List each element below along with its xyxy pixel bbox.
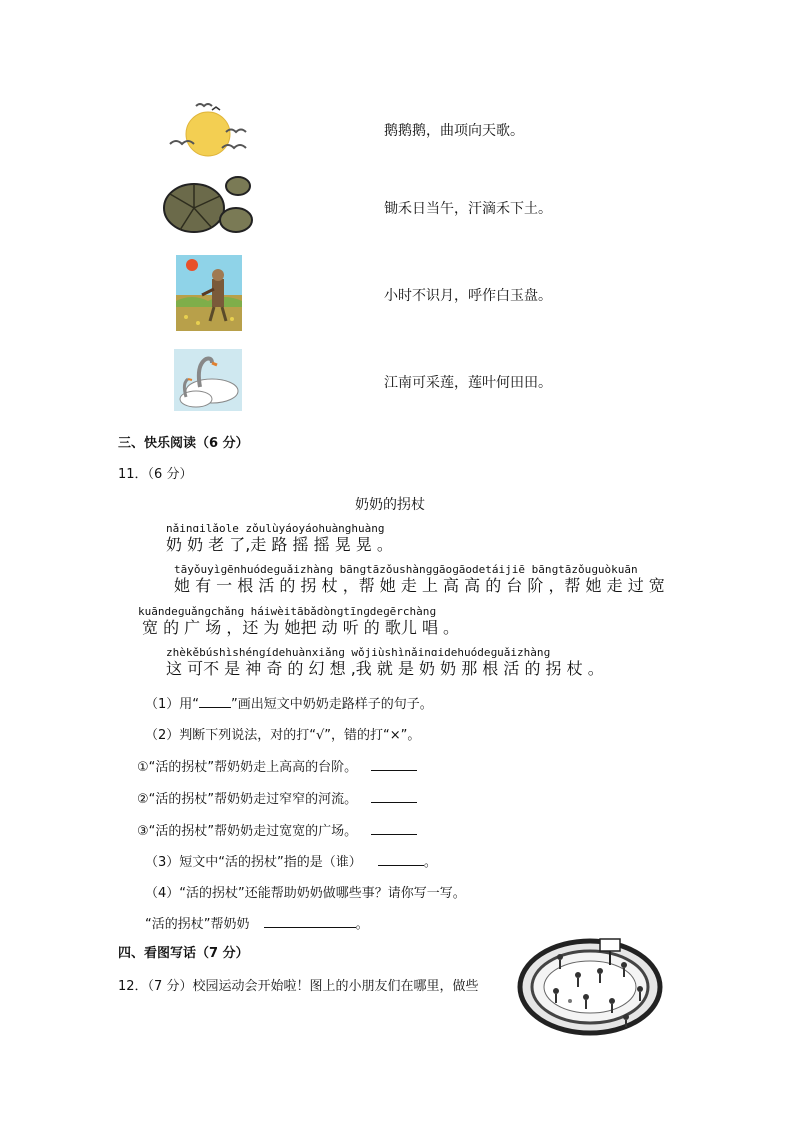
judgement-2-blank[interactable] <box>371 790 417 803</box>
passage-line-4: 这 可不 是 神 奇 的 幻 想 ,我 就 是 奶 奶 那 根 活 的 拐 杖 。 <box>166 659 604 678</box>
sub-question-4-answer-suffix: 。 <box>355 917 369 932</box>
moon-clouds-image <box>168 98 248 160</box>
sub-question-4-answer-prefix: “活的拐杖”帮奶奶 <box>145 917 250 932</box>
pinyin-line-4: zhèkěbúshìshénɡídehuànxiǎnɡ wǒjiùshìnǎinɑidehuódeɡuǎizhànɡ <box>166 646 551 659</box>
pinyin-line-1: nǎinɑilǎole zǒulùyáoyáohuànghuàng <box>166 522 385 535</box>
section-3-heading: 三、快乐阅读（6 分） <box>118 436 249 451</box>
sports-field-image <box>516 935 664 1039</box>
judgement-1-text: ①“活的拐杖”帮奶奶走上高高的台阶。 <box>137 760 358 775</box>
passage-line-1: 奶 奶 老 了,走 路 摇 摇 晃 晃 。 <box>166 535 393 554</box>
judgement-1-blank[interactable] <box>371 758 417 771</box>
sub-question-3-blank[interactable] <box>378 853 424 866</box>
poem-line-2: 锄禾日当午，汗滴禾下土。 <box>384 201 552 217</box>
sub-question-1-suffix: ”画出短文中奶奶走路样子的句子。 <box>231 697 433 712</box>
sub-question-1-prefix: （1）用“ <box>145 697 200 712</box>
judgement-3-text: ③“活的拐杖”帮奶奶走过宽宽的广场。 <box>137 824 358 839</box>
poem-line-4: 江南可采莲，莲叶何田田。 <box>384 375 552 391</box>
farmer-under-sun-image <box>176 255 242 331</box>
passage-title: 奶奶的拐杖 <box>355 497 425 513</box>
sub-question-3-text: （3）短文中“活的拐杖”指的是（谁） <box>145 855 362 870</box>
sub-question-1 <box>145 693 433 712</box>
poem-line-3: 小时不识月，呼作白玉盘。 <box>384 288 552 304</box>
sub-question-4-answer <box>145 913 369 932</box>
pinyin-line-3: kuāndeɡuǎnɡchǎnɡ háiwèitābǎdònɡtīnɡdeɡērchànɡ <box>138 605 437 618</box>
judgement-2 <box>137 788 417 807</box>
judgement-1 <box>137 756 417 775</box>
passage-line-2: 她 有 一 根 活 的 拐 杖 ，帮 她 走 上 高 高 的 台 阶 ，帮 她 走 过 宽 <box>174 576 665 595</box>
section-4-heading: 四、看图写话（7 分） <box>118 946 249 961</box>
white-geese-image <box>174 349 242 411</box>
lotus-leaves-image <box>160 172 254 240</box>
sub-question-4: （4）“活的拐杖”还能帮助奶奶做哪些事？请你写一写。 <box>145 886 466 901</box>
judgement-2-text: ②“活的拐杖”帮奶奶走过窄窄的河流。 <box>137 792 358 807</box>
question-12-text: 12．（7 分）校园运动会开始啦！图上的小朋友们在哪里，做些 <box>118 979 479 994</box>
judgement-3 <box>137 820 417 839</box>
judgement-3-blank[interactable] <box>371 822 417 835</box>
answer-blank[interactable] <box>199 695 231 708</box>
poem-line-1: 鹅鹅鹅，曲项向天歌。 <box>384 123 524 139</box>
sub-question-3-suffix: 。 <box>423 855 437 870</box>
sub-question-4-blank[interactable] <box>264 915 356 928</box>
sub-question-2: （2）判断下列说法，对的打“√”，错的打“×”。 <box>145 728 421 743</box>
sub-question-3 <box>145 851 437 870</box>
question-11-number: 11．（6 分） <box>118 467 193 482</box>
pinyin-line-2: tāyǒuyìɡēnhuódeɡuǎizhànɡ bānɡtāzǒushànɡɡāoɡāodetáijiē bānɡtāzǒuɡuòkuān <box>174 563 638 576</box>
passage-line-3: 宽 的 广 场 ，还 为 她把 动 听 的 歌儿 唱 。 <box>142 618 460 637</box>
